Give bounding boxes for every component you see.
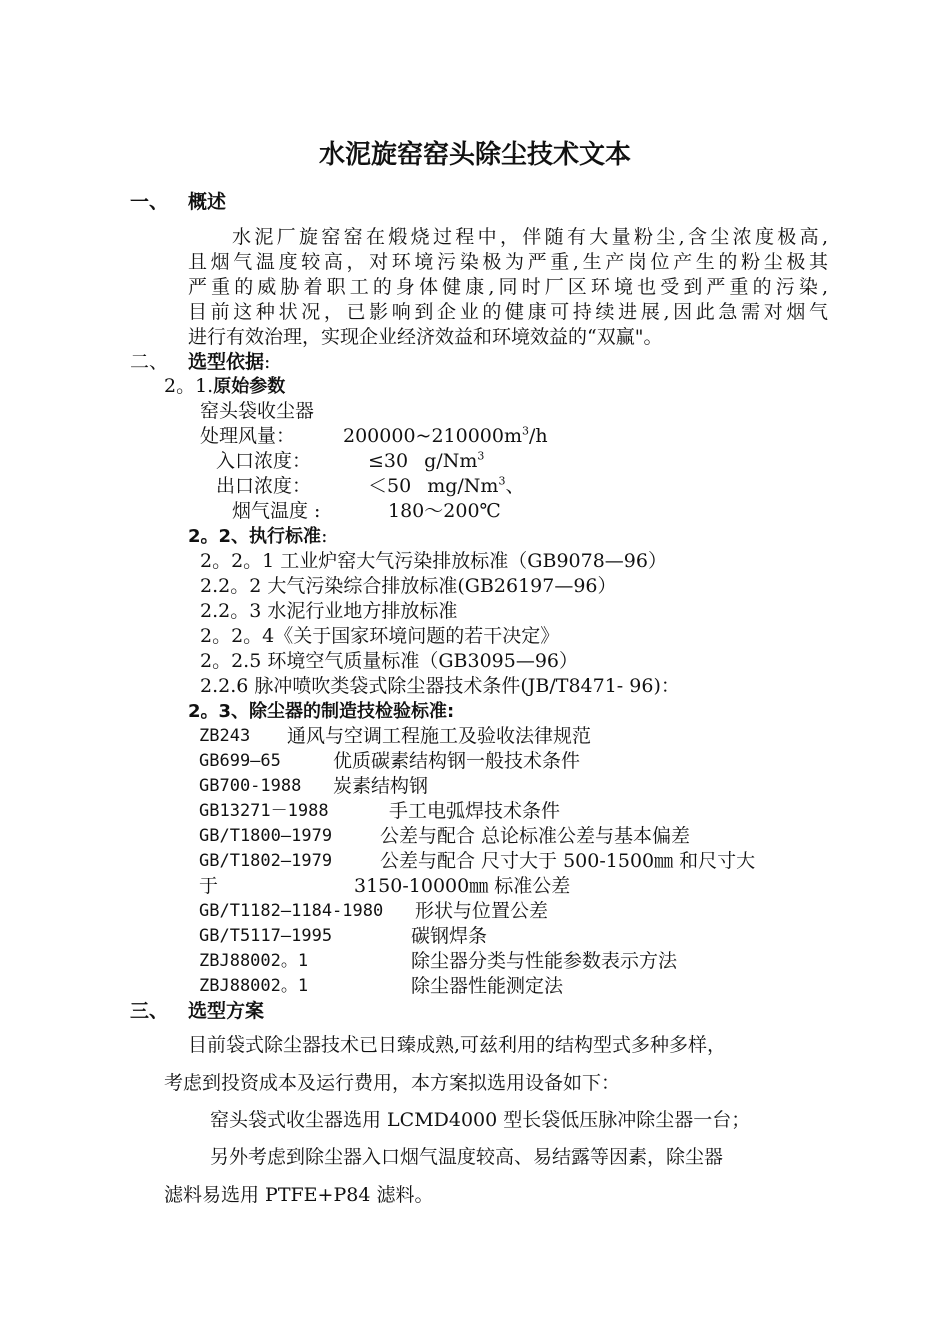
subsection-2-2: 2。2、执行标准: bbox=[188, 525, 328, 547]
spec-desc: 通风与空调工程施工及验收法律规范 bbox=[287, 725, 592, 747]
spec-desc: 公差与配合 总论标准公差与基本偏差 bbox=[380, 825, 691, 847]
section-1-number: 一、 bbox=[130, 191, 169, 213]
body-line: 窑头袋式收尘器选用 LCMD4000 型长袋低压脉冲除尘器一台； bbox=[210, 1109, 751, 1131]
param-value: 180～200℃ bbox=[388, 500, 501, 522]
standard-item: 2.2.6 脉冲喷吹类袋式除尘器技术条件(JB/T8471- 96)： bbox=[200, 675, 680, 697]
body-line: 滤料易选用 PTFE+P84 滤料。 bbox=[164, 1184, 434, 1206]
standard-item: 2.2。2 大气污染综合排放标准(GB26197—96） bbox=[200, 575, 617, 597]
standard-item: 2.2。3 水泥行业地方排放标准 bbox=[200, 600, 458, 622]
spec-code: GB/T1802—1979 bbox=[199, 851, 333, 871]
spec-desc: 手工电弧焊技术条件 bbox=[389, 800, 561, 822]
subsection-2-1-prefix: 2。1. bbox=[164, 375, 214, 397]
standard-item: 2。2。1 工业炉窑大气污染排放标准（GB9078—96） bbox=[200, 550, 667, 572]
subsection-2-2-title: 2。2、执行标准 bbox=[188, 526, 322, 547]
section-3-heading: 选型方案 bbox=[188, 1000, 265, 1022]
spec-desc: 除尘器性能测定法 bbox=[411, 975, 564, 997]
param-value: ≤30 g/Nm$^3$ bbox=[368, 449, 485, 472]
spec-desc: 碳钢焊条 bbox=[411, 925, 488, 947]
spec-code: ZB243 bbox=[199, 726, 251, 746]
spec-code: ZBJ88002。1 bbox=[199, 951, 309, 971]
section-2-heading-colon: : bbox=[264, 351, 271, 373]
section-2-heading: 选型依据 bbox=[188, 351, 265, 373]
param-label: 入口浓度： bbox=[216, 450, 312, 472]
spec-code: GB699—65 bbox=[199, 751, 281, 771]
body-line: 进行有效治理，实现企业经济效益和环境效益的“双赢"。 bbox=[188, 326, 663, 348]
section-1-body bbox=[188, 225, 828, 350]
spec-code: GB/T1800—1979 bbox=[199, 826, 333, 846]
spec-code: GB/T1182—1184-1980 bbox=[199, 901, 384, 921]
spec-desc: 除尘器分类与性能参数表示方法 bbox=[411, 950, 678, 972]
spec-code: GB/T5117—1995 bbox=[199, 926, 333, 946]
spec-desc: 形状与位置公差 bbox=[415, 900, 549, 922]
standard-item: 2。2。4《关于国家环境问题的若干决定》 bbox=[200, 625, 560, 647]
param-label: 烟气温度 : bbox=[232, 500, 321, 522]
param-value: ＜50 mg/Nm$^3$、 bbox=[368, 474, 525, 497]
section-2-number: 二、 bbox=[130, 351, 169, 373]
body-line: 另外考虑到除尘器入口烟气温度较高、易结露等因素，除尘器 bbox=[210, 1146, 724, 1168]
section-1-heading: 概述 bbox=[188, 191, 227, 213]
subsection-2-1-title: 原始参数 bbox=[213, 376, 286, 397]
subsection-2-1 bbox=[164, 374, 285, 399]
spec-desc: 优质碳素结构钢一般技术条件 bbox=[333, 750, 581, 772]
body-line: 考虑到投资成本及运行费用，本方案拟选用设备如下： bbox=[164, 1072, 621, 1094]
body-line: 水泥厂旋窑窑在煅烧过程中，伴随有大量粉尘,含尘浓度极高, bbox=[232, 226, 828, 248]
spec-desc: 炭素结构钢 bbox=[333, 775, 429, 797]
subsection-2-3-title: 2。3、除尘器的制造技检验标准: bbox=[188, 701, 455, 722]
standard-item: 2。2.5 环境空气质量标准（GB3095—96） bbox=[200, 650, 579, 672]
spec-desc: 3150-10000㎜ 标准公差 bbox=[354, 875, 571, 897]
spec-desc: 公差与配合 尺寸大于 500-1500㎜ 和尺寸大 bbox=[380, 850, 756, 872]
param-label: 出口浓度： bbox=[216, 475, 312, 497]
spec-code: ZBJ88002。1 bbox=[199, 976, 309, 996]
body-line: 目前这种状况，已影响到企业的健康可持续进展,因此急需对烟气 bbox=[188, 301, 828, 323]
param-label: 处理风量： bbox=[200, 425, 296, 447]
section-3-number: 三、 bbox=[130, 1000, 169, 1022]
body-line: 目前袋式除尘器技术已日臻成熟,可兹利用的结构型式多种多样， bbox=[188, 1034, 727, 1056]
spec-code: 于 bbox=[199, 875, 219, 897]
spec-code: GB700-1988 bbox=[199, 776, 302, 796]
device-name: 窑头袋收尘器 bbox=[200, 400, 315, 422]
section-2-heading-wrap bbox=[188, 350, 270, 375]
body-line: 且烟气温度较高，对环境污染极为严重,生产岗位产生的粉尘极其 bbox=[188, 251, 828, 273]
spec-code: GB13271－1988 bbox=[199, 801, 329, 821]
body-line: 严重的威胁着职工的身体健康,同时厂区环境也受到严重的污染, bbox=[188, 276, 828, 298]
page-title: 水泥旋窑窑头除尘技术文本 bbox=[318, 140, 631, 170]
param-value: $200000\sim 210000m^3/h$ bbox=[343, 424, 548, 447]
